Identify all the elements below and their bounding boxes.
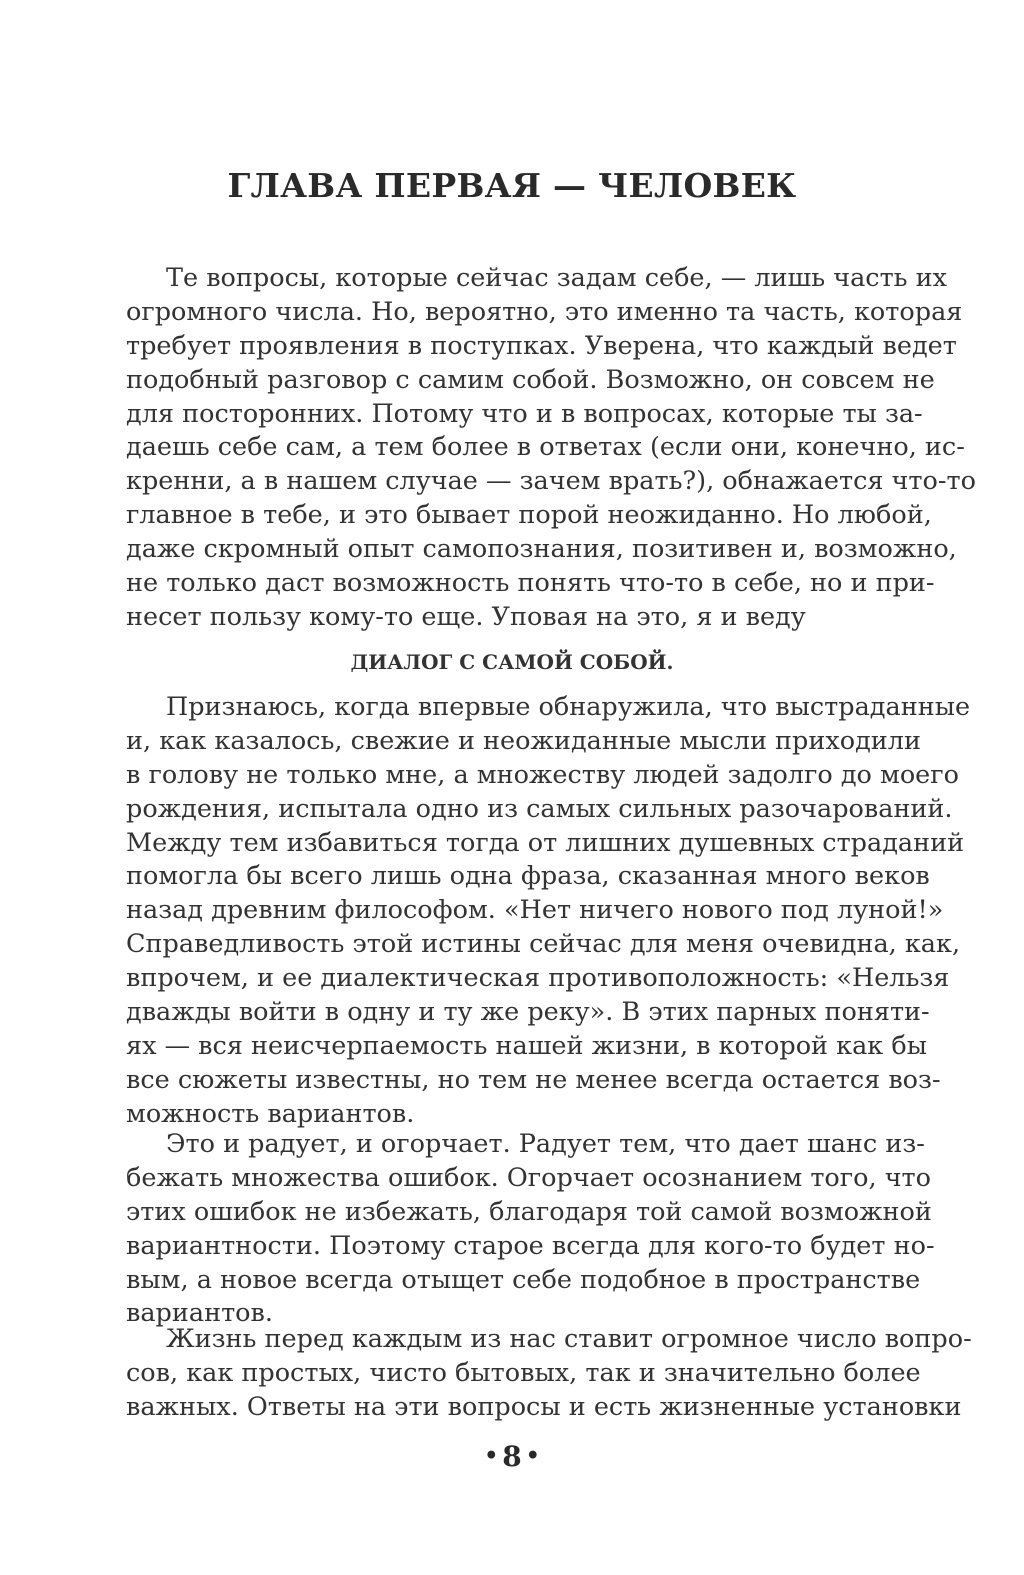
- text-line: не только даст возможность понять что-то в себе, но и при-: [126, 568, 935, 599]
- text-line: несет пользу кому-то еще. Уповая на это, я и веду: [126, 601, 806, 632]
- paragraph-2: [126, 691, 971, 1132]
- text-line: Это и радует, и огорчает. Радует тем, что дает шанс из-: [166, 1129, 925, 1159]
- page-number-value: 8: [502, 1440, 522, 1473]
- text-line: этих ошибок не избежать, благодаря той самой возможной: [126, 1196, 932, 1227]
- text-line: подобный разговор с самим собой. Возможно, он совсем не: [126, 364, 935, 395]
- text-line: Справедливость этой истины сейчас для меня очевидна, как,: [126, 929, 961, 960]
- text-line: дважды войти в одну и ту же реку». В этих парных поняти-: [126, 997, 930, 1028]
- text-line: требует проявления в поступках. Уверена, что каждый ведет: [126, 330, 957, 361]
- section-subheading: ДИАЛОГ С САМОЙ СОБОЙ.: [350, 650, 674, 674]
- text-line: помогла бы всего лишь одна фраза, сказанная много веков: [126, 861, 930, 892]
- page-number-dot-right: •: [525, 1443, 540, 1469]
- text-line: сов, как простых, чисто бытовых, так и значительно более: [126, 1357, 921, 1388]
- chapter-title: ГЛАВА ПЕРВАЯ — ЧЕЛОВЕК: [227, 166, 797, 205]
- intro-paragraph: [126, 262, 976, 635]
- paragraph-4: [126, 1323, 972, 1425]
- text-line: даже скромный опыт самопознания, позитивен и, возможно,: [126, 534, 957, 565]
- text-line: Признаюсь, когда впервые обнаружила, что выстраданные: [166, 692, 971, 722]
- text-line: в голову не только мне, а множеству людей задолго до моего: [126, 759, 959, 790]
- text-line: кренни, а в нашем случае — зачем врать?), обнажается что-то: [126, 466, 976, 497]
- page-number-dot-left: •: [484, 1443, 499, 1469]
- text-line: бежать множества ошибок. Огорчает осознанием того, что: [126, 1162, 932, 1193]
- text-line: для посторонних. Потому что и в вопросах, которые ты за-: [126, 398, 923, 429]
- text-line: можность вариантов.: [126, 1098, 415, 1129]
- text-line: назад древним философом. «Нет ничего нового под луной!»: [126, 895, 944, 926]
- text-line: важных. Ответы на эти вопросы и есть жизненные установки: [126, 1391, 962, 1422]
- text-line: вариантов.: [126, 1298, 273, 1329]
- text-line: Жизнь перед каждым из нас ставит огромное число вопро-: [166, 1324, 972, 1354]
- text-line: Те вопросы, которые сейчас задам себе, — лишь часть их: [166, 263, 948, 293]
- text-line: и, как казалось, свежие и неожиданные мысли приходили: [126, 725, 921, 756]
- text-line: ях — вся неисчерпаемость нашей жизни, в которой как бы: [126, 1030, 927, 1061]
- text-line: рождения, испытала одно из самых сильных разочарований.: [126, 793, 953, 824]
- text-line: вариантности. Поэтому старое всегда для кого-то будет но-: [126, 1230, 935, 1261]
- text-line: все сюжеты известны, но тем не менее всегда остается воз-: [126, 1064, 941, 1095]
- text-line: даешь себе сам, а тем более в ответах (если они, конечно, ис-: [126, 432, 965, 463]
- text-line: впрочем, и ее диалектическая противоположность: «Нельзя: [126, 963, 950, 994]
- text-line: огромного числа. Но, вероятно, это именно та часть, которая: [126, 296, 963, 327]
- text-line: главное в тебе, и это бывает порой неожиданно. Но любой,: [126, 500, 932, 531]
- text-line: Между тем избавиться тогда от лишних душевных страданий: [126, 827, 965, 858]
- text-line: вым, а новое всегда отыщет себе подобное в пространстве: [126, 1264, 921, 1295]
- paragraph-3: [126, 1128, 935, 1331]
- page-number: [0, 1440, 1024, 1473]
